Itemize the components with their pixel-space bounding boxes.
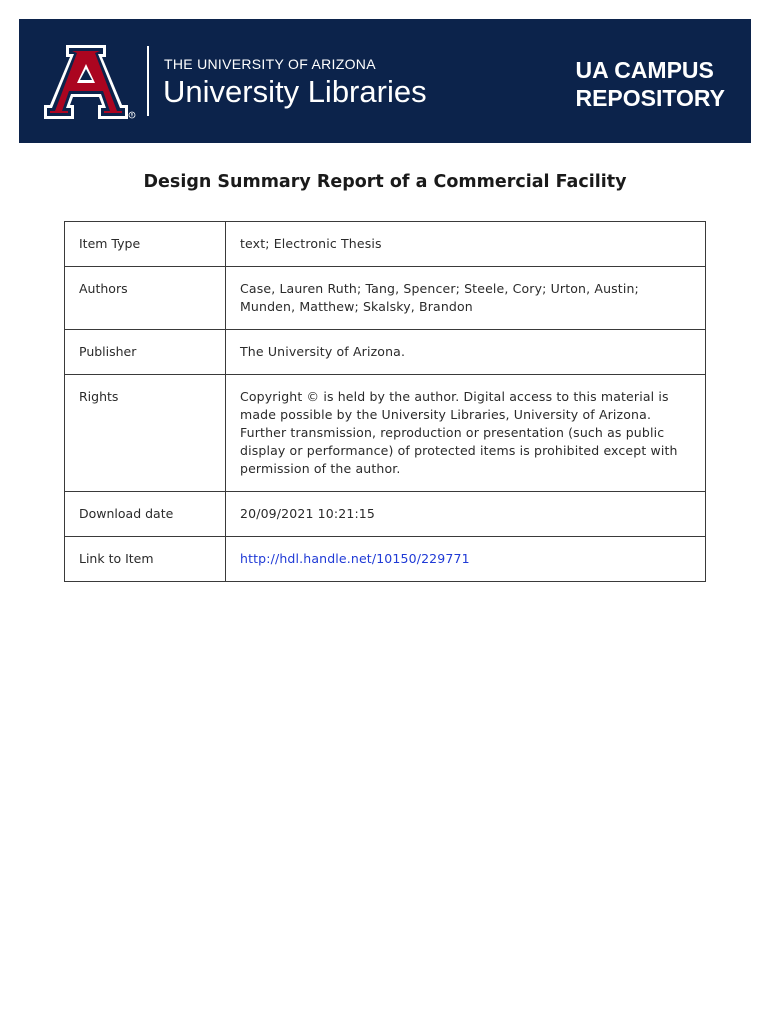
banner-divider [147, 46, 149, 116]
repository-name-line2: REPOSITORY [575, 85, 725, 111]
table-row [65, 330, 706, 375]
repository-name [575, 56, 725, 112]
publisher-value: The University of Arizona. [226, 330, 706, 375]
rights-label: Rights [65, 375, 226, 492]
item-type-label: Item Type [65, 222, 226, 267]
rights-value: Copyright © is held by the author. Digital access to this material is made possible by the University Libraries, University of Arizona. Further transmission, reproduction or presentation (such as public display or performance) of protected items is prohibited except with permission of the author. [226, 375, 706, 492]
svg-text:R: R [130, 112, 134, 118]
table-row [65, 492, 706, 537]
university-of-arizona-logo [44, 45, 136, 119]
authors-label: Authors [65, 267, 226, 330]
link-to-item-cell [226, 537, 706, 582]
item-type-value: text; Electronic Thesis [226, 222, 706, 267]
repository-name-line1: UA CAMPUS [575, 57, 714, 83]
item-link[interactable]: http://hdl.handle.net/10150/229771 [240, 551, 470, 566]
metadata-table [64, 221, 706, 582]
document-title: Design Summary Report of a Commercial Facility [143, 172, 627, 192]
link-to-item-label: Link to Item [65, 537, 226, 582]
table-row [65, 375, 706, 492]
table-row [65, 222, 706, 267]
header-banner [19, 19, 751, 143]
table-row [65, 537, 706, 582]
download-date-value: 20/09/2021 10:21:15 [226, 492, 706, 537]
university-name: THE UNIVERSITY OF ARIZONA [164, 56, 376, 72]
library-name: University Libraries [163, 74, 427, 109]
publisher-label: Publisher [65, 330, 226, 375]
table-row [65, 267, 706, 330]
authors-value: Case, Lauren Ruth; Tang, Spencer; Steele, Cory; Urton, Austin; Munden, Matthew; Skalsky, Brandon [226, 267, 706, 330]
download-date-label: Download date [65, 492, 226, 537]
